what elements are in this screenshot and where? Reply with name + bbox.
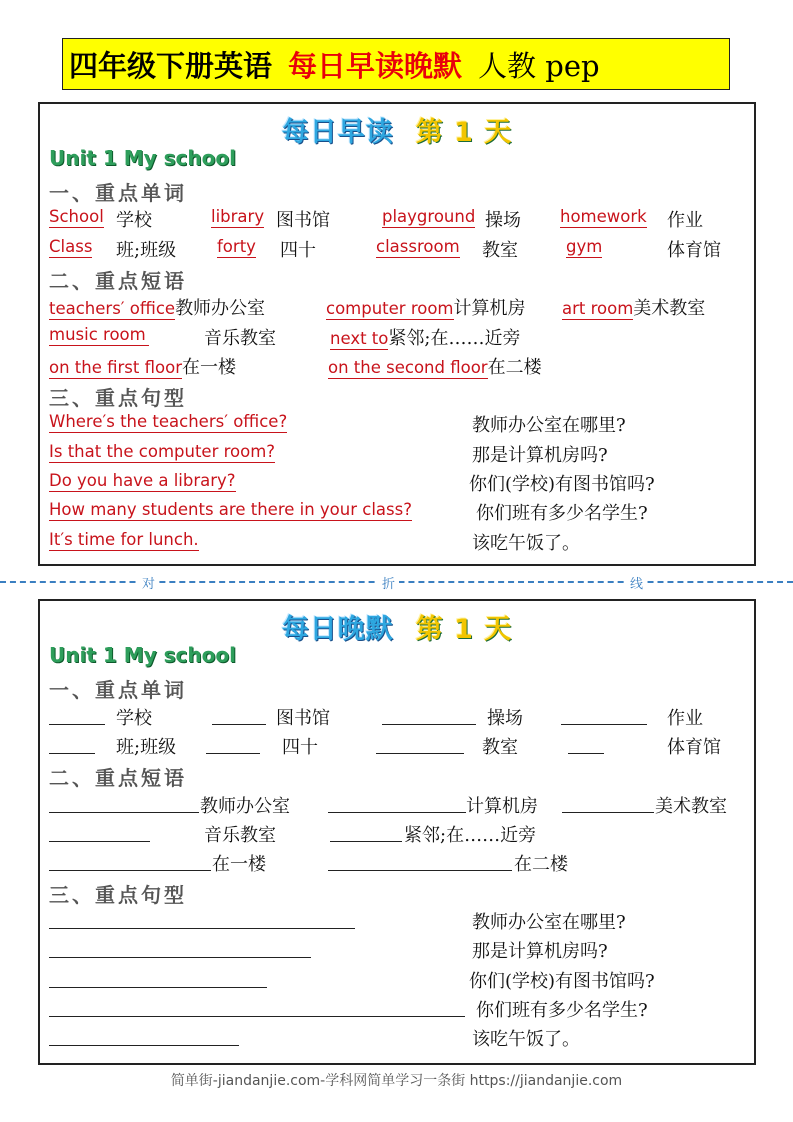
phrase-blank-row: 教师办公室 计算机房 美术教室	[40, 792, 754, 818]
answer-blank[interactable]	[49, 937, 311, 958]
answer-blank[interactable]	[49, 850, 211, 871]
word-row: Class 班;班级 forty 四十 classroom 教室 gym 体育馆	[49, 237, 721, 261]
section-words: 一、重点单词	[49, 678, 187, 702]
sentence-row: Where′s the teachers′ office? 教师办公室在哪里?	[49, 412, 626, 436]
answer-blank[interactable]	[212, 704, 266, 725]
writing-banner: 每日晚默 第 1 天	[281, 614, 513, 645]
title-activity: 每日早读晚默	[288, 48, 463, 83]
unit-title: Unit 1 My school	[49, 643, 236, 667]
answer-blank[interactable]	[49, 733, 95, 754]
answer-blank[interactable]	[49, 1025, 239, 1046]
section-phrases: 二、重点短语	[49, 269, 187, 293]
word-blank-row: 班;班级 四十 教室 体育馆	[40, 733, 754, 759]
section-sentences: 三、重点句型	[49, 386, 187, 410]
phrase-row: teachers′ office教师办公室 computer room计算机房 art room美术教室	[49, 298, 706, 319]
answer-blank[interactable]	[561, 704, 647, 725]
phrase-row: on the first floor在一楼 on the second floor在二楼	[49, 357, 542, 378]
reading-panel	[38, 102, 756, 566]
section-sentences: 三、重点句型	[49, 883, 187, 907]
footer-credit: 简单街-jiandanjie.com-学科网简单学习一条街 https://jiandanjie.com	[170, 1073, 623, 1089]
answer-blank[interactable]	[49, 821, 150, 842]
sentence-row: It′s time for lunch. 该吃午饭了。	[49, 530, 580, 554]
sentence-blank-row: 该吃午饭了。	[40, 1025, 754, 1051]
answer-blank[interactable]	[330, 821, 402, 842]
answer-blank[interactable]	[382, 704, 476, 725]
answer-blank[interactable]	[49, 996, 465, 1017]
phrase-blank-row: 音乐教室 紧邻;在……近旁	[40, 821, 754, 847]
sentence-row: Do you have a library? 你们(学校)有图书馆吗?	[49, 471, 655, 495]
fold-label: 线	[626, 573, 647, 592]
unit-title: Unit 1 My school	[49, 146, 236, 170]
writing-panel	[38, 599, 756, 1065]
phrase-row: music room 音乐教室 next to紧邻;在……近旁	[49, 325, 521, 349]
answer-blank[interactable]	[328, 792, 466, 813]
section-phrases: 二、重点短语	[49, 766, 187, 790]
title-edition: 人教 pep	[478, 48, 600, 83]
sentence-blank-row: 你们(学校)有图书馆吗?	[40, 967, 754, 993]
sentence-blank-row: 教师办公室在哪里?	[40, 908, 754, 934]
sentence-row: How many students are there in your class? 你们班有多少名学生?	[49, 500, 648, 524]
reading-banner: 每日早读 第 1 天	[281, 117, 513, 148]
answer-blank[interactable]	[562, 792, 654, 813]
answer-blank[interactable]	[49, 704, 105, 725]
answer-blank[interactable]	[568, 733, 604, 754]
fold-label: 折	[378, 573, 399, 592]
phrase-blank-row: 在一楼 在二楼	[40, 850, 754, 876]
section-words: 一、重点单词	[49, 181, 187, 205]
answer-blank[interactable]	[206, 733, 260, 754]
answer-blank[interactable]	[376, 733, 464, 754]
word-blank-row: 学校 图书馆 操场 作业	[40, 704, 754, 730]
answer-blank[interactable]	[49, 792, 199, 813]
answer-blank[interactable]	[49, 908, 355, 929]
sentence-row: Is that the computer room? 那是计算机房吗?	[49, 442, 608, 466]
page-title	[62, 38, 730, 90]
answer-blank[interactable]	[49, 967, 267, 988]
sentence-blank-row: 那是计算机房吗?	[40, 937, 754, 963]
word-row: School 学校 library 图书馆 playground 操场 homework 作业	[49, 207, 703, 231]
sentence-blank-row: 你们班有多少名学生?	[40, 996, 754, 1022]
fold-label: 对	[138, 573, 159, 592]
answer-blank[interactable]	[328, 850, 512, 871]
title-grade: 四年级下册英语	[69, 48, 273, 83]
